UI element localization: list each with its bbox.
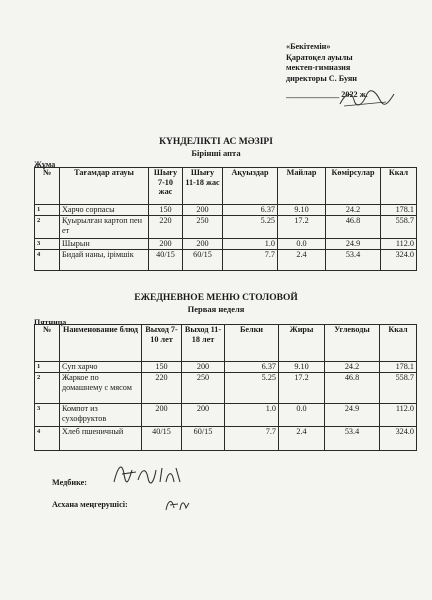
dish-name: Қуырылған картоп пен ет xyxy=(60,216,149,239)
kz-col-num: № xyxy=(35,168,60,205)
ru-col-num: № xyxy=(35,325,60,362)
table-row xyxy=(35,404,417,427)
kz-col-protein: Ақуыздар xyxy=(223,168,278,205)
kz-day: Жұма xyxy=(34,160,56,169)
dish-name: Шырын xyxy=(60,239,149,250)
kz-col-fat: Майлар xyxy=(278,168,326,205)
approval-line-2: Қаратоқел ауылы xyxy=(286,52,353,62)
portion-7-10: 200 xyxy=(142,404,182,427)
table-row xyxy=(35,205,417,216)
portion-11-18: 200 xyxy=(183,205,223,216)
ru-col-kcal: Ккал xyxy=(380,325,417,362)
table-row xyxy=(35,362,417,373)
approval-line-4: директоры С. Буян xyxy=(286,73,358,83)
protein-value: 1.0 xyxy=(223,239,278,250)
kz-col-kcal: Ккал xyxy=(381,168,417,205)
kz-title: КҮНДЕЛІКТІ АС МӘЗІРІ xyxy=(159,137,273,147)
kcal-value: 178.1 xyxy=(381,205,417,216)
ru-title: ЕЖЕДНЕВНОЕ МЕНЮ СТОЛОВОЙ xyxy=(134,293,298,303)
portion-11-18: 200 xyxy=(182,362,225,373)
portion-11-18: 60/15 xyxy=(182,427,225,451)
kz-heading xyxy=(0,136,432,159)
ru-day: Пятница xyxy=(34,318,67,327)
portion-11-18: 250 xyxy=(182,373,225,404)
protein-value: 5.25 xyxy=(225,373,279,404)
protein-value: 5.25 xyxy=(223,216,278,239)
nurse-signature-icon xyxy=(108,460,188,488)
row-number: 1 xyxy=(35,362,60,373)
protein-value: 7.7 xyxy=(225,427,279,451)
ru-subtitle: Первая неделя xyxy=(187,304,245,314)
protein-value: 1.0 xyxy=(225,404,279,427)
carbs-value: 24.2 xyxy=(325,362,380,373)
chef-signature-icon xyxy=(162,494,192,514)
portion-11-18: 250 xyxy=(183,216,223,239)
row-number: 2 xyxy=(35,373,60,404)
fat-value: 17.2 xyxy=(279,373,325,404)
dish-name: Жаркое по домашнему с мясом xyxy=(60,373,142,404)
fat-value: 17.2 xyxy=(278,216,326,239)
approval-line-3: мектеп-гимназия xyxy=(286,63,351,72)
carbs-value: 24.9 xyxy=(325,404,380,427)
carbs-value: 53.4 xyxy=(326,250,381,271)
nurse-label: Медбике: xyxy=(52,478,87,487)
carbs-value: 46.8 xyxy=(326,216,381,239)
portion-11-18: 60/15 xyxy=(183,250,223,271)
dish-name: Компот из сухофруктов xyxy=(60,404,142,427)
portion-7-10: 200 xyxy=(149,239,183,250)
ru-col-dish: Наименование блюд xyxy=(60,325,142,362)
protein-value: 6.37 xyxy=(223,205,278,216)
protein-value: 7.7 xyxy=(223,250,278,271)
approval-line-1: «Бекітемін» xyxy=(286,42,331,51)
ru-col-protein: Белки xyxy=(225,325,279,362)
fat-value: 0.0 xyxy=(278,239,326,250)
kcal-value: 558.7 xyxy=(380,373,417,404)
kcal-value: 112.0 xyxy=(381,239,417,250)
protein-value: 6.37 xyxy=(225,362,279,373)
kcal-value: 558.7 xyxy=(381,216,417,239)
table-row xyxy=(35,239,417,250)
table-row xyxy=(35,373,417,404)
kcal-value: 324.0 xyxy=(380,427,417,451)
portion-7-10: 150 xyxy=(149,205,183,216)
chef-label: Асхана меңгерушісі: xyxy=(52,500,128,509)
fat-value: 2.4 xyxy=(278,250,326,271)
table-row xyxy=(35,216,417,239)
ru-heading xyxy=(0,292,432,315)
carbs-value: 46.8 xyxy=(325,373,380,404)
kz-header-row xyxy=(35,168,417,205)
dish-name: Суп харчо xyxy=(60,362,142,373)
dish-name: Хлеб пшеничный xyxy=(60,427,142,451)
row-number: 3 xyxy=(35,239,60,250)
kz-menu-table xyxy=(34,167,417,271)
ru-menu-table xyxy=(34,324,417,451)
portion-11-18: 200 xyxy=(183,239,223,250)
row-number: 4 xyxy=(35,250,60,271)
ru-col-fat: Жиры xyxy=(279,325,325,362)
kz-col-dish: Тағамдар атауы xyxy=(60,168,149,205)
ru-col-out-11-18: Выход 11-18 лет xyxy=(182,325,225,362)
ru-header-row xyxy=(35,325,417,362)
kz-col-carbs: Көмірсулар xyxy=(326,168,381,205)
dish-name: Харчо сорпасы xyxy=(60,205,149,216)
portion-7-10: 150 xyxy=(142,362,182,373)
kcal-value: 324.0 xyxy=(381,250,417,271)
portion-7-10: 220 xyxy=(142,373,182,404)
row-number: 2 xyxy=(35,216,60,239)
row-number: 4 xyxy=(35,427,60,451)
kz-col-out-7-10: Шығу 7-10 жас xyxy=(149,168,183,205)
approval-date: _____________ 2022 ж. xyxy=(286,90,368,99)
portion-7-10: 40/15 xyxy=(142,427,182,451)
fat-value: 9.10 xyxy=(279,362,325,373)
carbs-value: 24.2 xyxy=(326,205,381,216)
portion-7-10: 220 xyxy=(149,216,183,239)
row-number: 1 xyxy=(35,205,60,216)
carbs-value: 53.4 xyxy=(325,427,380,451)
row-number: 3 xyxy=(35,404,60,427)
kcal-value: 112.0 xyxy=(380,404,417,427)
ru-col-out-7-10: Выход 7-10 лет xyxy=(142,325,182,362)
kz-subtitle: Бірінші апта xyxy=(191,148,241,158)
table-row xyxy=(35,250,417,271)
director-signature-icon xyxy=(336,88,396,110)
portion-7-10: 40/15 xyxy=(149,250,183,271)
kcal-value: 178.1 xyxy=(380,362,417,373)
fat-value: 0.0 xyxy=(279,404,325,427)
table-row xyxy=(35,427,417,451)
carbs-value: 24.9 xyxy=(326,239,381,250)
dish-name: Бидай наны, ірімшік xyxy=(60,250,149,271)
fat-value: 2.4 xyxy=(279,427,325,451)
portion-11-18: 200 xyxy=(182,404,225,427)
kz-col-out-11-18: Шығу 11-18 жас xyxy=(183,168,223,205)
fat-value: 9.10 xyxy=(278,205,326,216)
ru-col-carbs: Углеводы xyxy=(325,325,380,362)
